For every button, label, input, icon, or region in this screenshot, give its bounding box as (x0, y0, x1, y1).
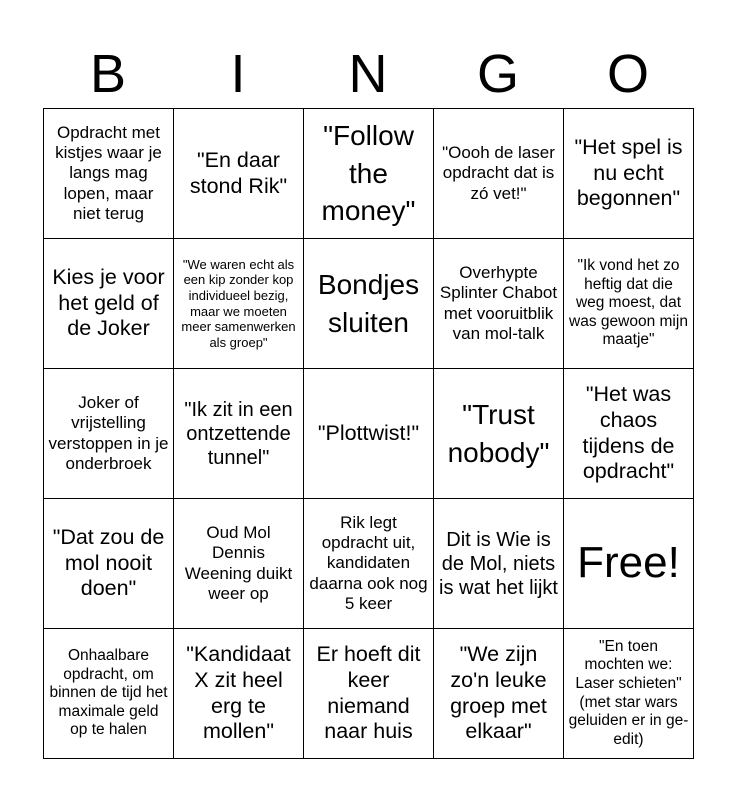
bingo-cell-text: Bondjes sluiten (317, 268, 420, 338)
bingo-cell-text: Joker of vrijstelling verstoppen in je onderbroek (48, 392, 169, 473)
bingo-cell[interactable] (434, 499, 564, 629)
bingo-cell-text: Er hoeft dit keer niemand naar huis (316, 641, 421, 744)
header-letter-b: B (89, 44, 127, 104)
bingo-cell-text: Rik legt opdracht uit, kandidaten daarna ook nog 5 keer (309, 512, 428, 614)
bingo-grid (43, 108, 694, 759)
header-letter-n: N (348, 44, 388, 104)
header-letter-i: I (230, 44, 246, 104)
bingo-cell[interactable] (174, 369, 304, 499)
bingo-cell[interactable] (44, 109, 174, 239)
bingo-cell[interactable] (304, 629, 434, 759)
header-letter-g: G (476, 44, 519, 104)
bingo-cell-text: Opdracht met kistjes waar je langs mag lopen, maar niet terug (55, 122, 162, 224)
bingo-cell-text: "We waren echt als een kip zonder kop individueel bezig, maar we moeten meer samenwerken als groep" (181, 256, 296, 350)
bingo-cell-text: "Kandidaat X zit heel erg te mollen" (186, 641, 291, 744)
bingo-cell-text: "En toen mochten we: Laser schieten" (met star wars geluiden er in ge-edit) (568, 637, 689, 748)
bingo-cell-text: Overhypte Splinter Chabot met vooruitblik van mol-talk (439, 262, 558, 343)
bingo-cell[interactable] (44, 629, 174, 759)
bingo-cell[interactable] (304, 239, 434, 369)
header-letter-o: O (606, 44, 649, 104)
bingo-cell[interactable] (44, 239, 174, 369)
bingo-cell[interactable] (564, 109, 694, 239)
bingo-cell[interactable] (44, 369, 174, 499)
bingo-header (43, 40, 693, 108)
bingo-cell-text: "Het was chaos tijdens de opdracht" (582, 381, 675, 484)
bingo-cell[interactable] (44, 499, 174, 629)
bingo-cell-text: "Follow the money" (321, 119, 416, 227)
bingo-cell[interactable] (304, 499, 434, 629)
bingo-cell-text: "Trust nobody" (447, 398, 550, 468)
bingo-cell-text: Dit is Wie is de Mol, niets is wat het lijkt (439, 528, 558, 599)
bingo-cell-text: "Het spel is nu echt begonnen" (574, 134, 683, 211)
bingo-cell-text: Free! (577, 538, 680, 588)
bingo-cell-text: Kies je voor het geld of de Joker (52, 264, 165, 341)
bingo-cell[interactable] (174, 499, 304, 629)
bingo-cell[interactable] (304, 369, 434, 499)
bingo-cell[interactable] (174, 109, 304, 239)
bingo-cell-text: "Ik vond het zo heftig dat die weg moest, dat was gewoon mijn maatje" (569, 257, 688, 349)
bingo-cell-text: "En daar stond Rik" (189, 147, 288, 198)
bingo-cell-text: "Ik zit in een ontzettende tunnel" (184, 398, 293, 469)
bingo-cell[interactable] (564, 239, 694, 369)
bingo-cell-text: Oud Mol Dennis Weening duikt weer op (184, 522, 293, 603)
bingo-cell[interactable] (564, 629, 694, 759)
bingo-cell[interactable] (434, 629, 564, 759)
bingo-cell-free[interactable] (564, 499, 694, 629)
bingo-cell[interactable] (434, 239, 564, 369)
bingo-cell[interactable] (434, 369, 564, 499)
bingo-cell-text: "We zijn zo'n leuke groep met elkaar" (450, 641, 547, 744)
bingo-cell[interactable] (304, 109, 434, 239)
bingo-cell[interactable] (564, 369, 694, 499)
bingo-cell[interactable] (174, 239, 304, 369)
bingo-cell[interactable] (174, 629, 304, 759)
bingo-cell-text: "Oooh de laser opdracht dat is zó vet!" (442, 142, 555, 203)
bingo-cell[interactable] (434, 109, 564, 239)
bingo-cell-text: Onhaalbare opdracht, om binnen de tijd het maximale geld op te halen (49, 647, 168, 739)
bingo-cell-text: "Dat zou de mol nooit doen" (52, 524, 165, 601)
bingo-cell-text: "Plottwist!" (317, 420, 420, 445)
